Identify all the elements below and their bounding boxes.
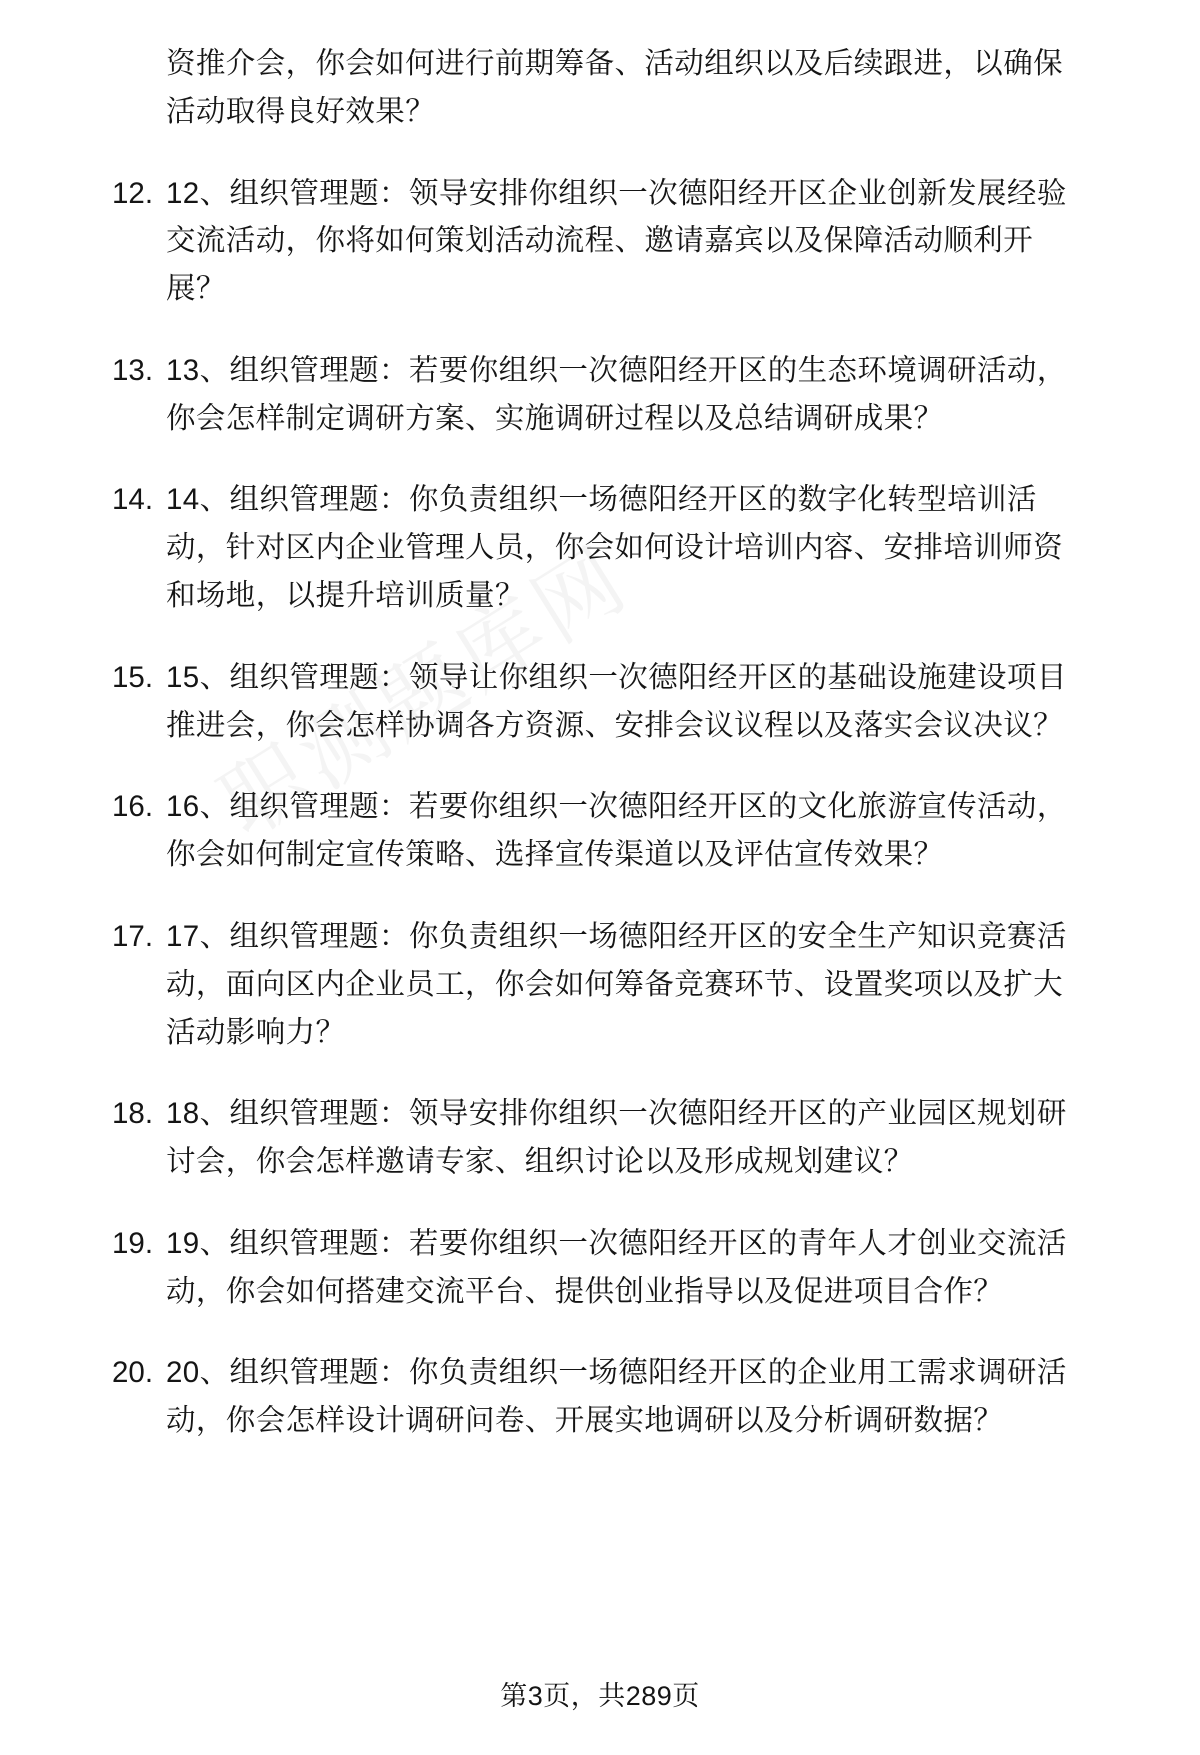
list-item-text: 16、组织管理题：若要你组织一次德阳经开区的文化旅游宣传活动，你会如何制定宣传策略、选择宣传渠道以及评估宣传效果？ xyxy=(166,790,1067,872)
list-item xyxy=(110,1349,1090,1445)
list-item-number: 12. xyxy=(112,176,154,210)
list-item-text: 13、组织管理题：若要你组织一次德阳经开区的生态环境调研活动，你会怎样制定调研方案、实施调研过程以及总结调研成果？ xyxy=(166,353,1067,435)
list-item-number: 19. xyxy=(112,1226,154,1260)
list-item-number: 13. xyxy=(112,353,154,387)
list-item xyxy=(110,170,1090,313)
page-content xyxy=(110,40,1090,1445)
list-item xyxy=(110,783,1090,879)
list-item-number: 14. xyxy=(112,483,154,517)
list-item-text: 14、组织管理题：你负责组织一场德阳经开区的数字化转型培训活动，针对区内企业管理人员，你会如何设计培训内容、安排培训师资和场地，以提升培训质量？ xyxy=(166,483,1064,613)
list-item-text: 12、组织管理题：领导安排你组织一次德阳经开区企业创新发展经验交流活动，你将如何策划活动流程、邀请嘉宾以及保障活动顺利开展？ xyxy=(166,176,1067,306)
list-item-number: 18. xyxy=(112,1097,154,1131)
list-item xyxy=(110,654,1090,750)
list-item xyxy=(110,476,1090,619)
list-item-number: 15. xyxy=(112,660,154,694)
list-item-text: 19、组织管理题：若要你组织一次德阳经开区的青年人才创业交流活动，你会如何搭建交流平台、提供创业指导以及促进项目合作？ xyxy=(166,1226,1067,1308)
list-item xyxy=(110,1220,1090,1316)
list-item-number: 17. xyxy=(112,919,154,953)
continuation-paragraph: 资推介会，你会如何进行前期筹备、活动组织以及后续跟进，以确保活动取得良好效果？ xyxy=(166,47,1064,128)
list-item xyxy=(110,913,1090,1056)
list-item-number: 16. xyxy=(112,790,154,824)
list-item-text: 18、组织管理题：领导安排你组织一次德阳经开区的产业园区规划研讨会，你会怎样邀请专家、组织讨论以及形成规划建议？ xyxy=(166,1097,1067,1179)
page-footer: 第3页，共289页 xyxy=(500,1681,700,1711)
list-item-number: 20. xyxy=(112,1356,154,1390)
list-item xyxy=(110,1090,1090,1186)
list-item-text: 17、组织管理题：你负责组织一场德阳经开区的安全生产知识竞赛活动，面向区内企业员工，你会如何筹备竞赛环节、设置奖项以及扩大活动影响力？ xyxy=(166,919,1067,1049)
list-item xyxy=(110,347,1090,443)
list-item-text: 20、组织管理题：你负责组织一场德阳经开区的企业用工需求调研活动，你会怎样设计调研问卷、开展实地调研以及分析调研数据？ xyxy=(166,1356,1067,1438)
list-item-text: 15、组织管理题：领导让你组织一次德阳经开区的基础设施建设项目推进会，你会怎样协调各方资源、安排会议议程以及落实会议决议？ xyxy=(166,660,1067,742)
